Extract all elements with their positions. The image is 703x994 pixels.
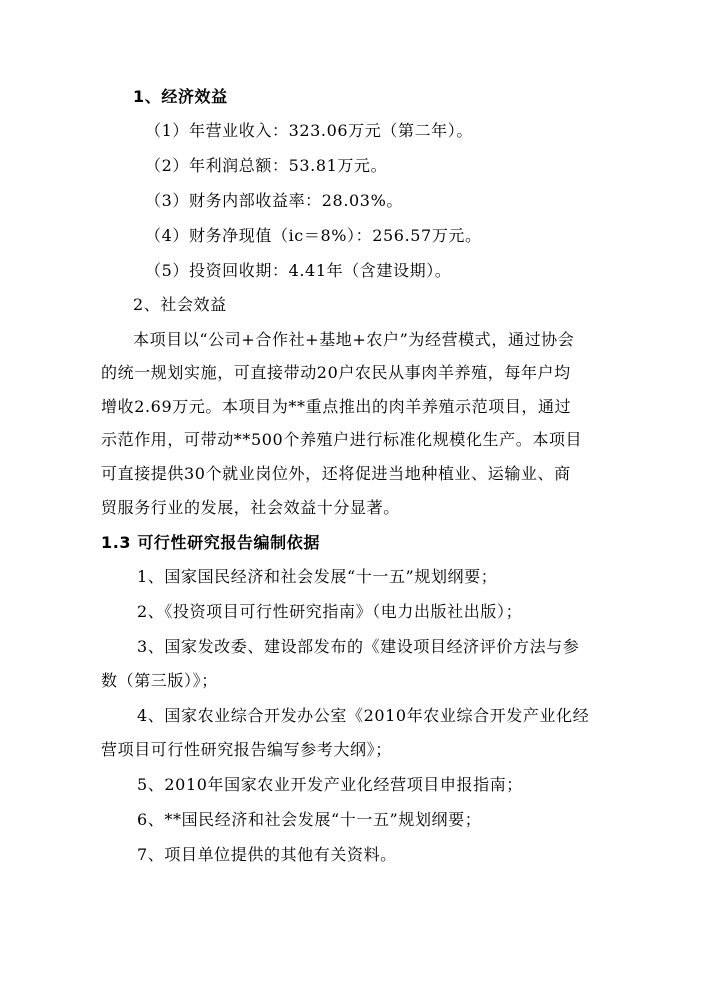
social-paragraph-line: 本项目以“公司+合作社+基地+农户”为经营模式，通过协会 <box>133 330 575 349</box>
basis-item: 1、国家国民经济和社会发展“十一五”规划纲要； <box>137 567 498 586</box>
econ-item-revenue: （1）年营业收入：323.06万元（第二年）。 <box>145 121 473 140</box>
economic-benefit-heading: 1、经济效益 <box>133 87 228 106</box>
social-paragraph-line: 贸服务行业的发展，社会效益十分显著。 <box>101 498 400 517</box>
basis-item: 4、国家农业综合开发办公室《2010年农业综合开发产业化经 <box>137 706 590 725</box>
basis-item: 6、**国民经济和社会发展“十一五”规划纲要； <box>137 810 482 829</box>
econ-item-profit: （2）年利润总额：53.81万元。 <box>145 156 388 175</box>
social-paragraph-line: 可直接提供30个就业岗位外，还将促进当地种植业、运输业、商 <box>101 464 571 483</box>
basis-item-continued: 营项目可行性研究报告编写参考大纲》； <box>101 740 392 759</box>
basis-item-continued: 数（第三版）》； <box>101 671 218 690</box>
basis-item: 7、项目单位提供的其他有关资料。 <box>137 845 397 864</box>
basis-item: 5、2010年国家农业开发产业化经营项目申报指南； <box>137 775 523 794</box>
section-heading-feasibility-basis: 1.3 可行性研究报告编制依据 <box>101 533 320 552</box>
econ-item-irr: （3）财务内部收益率：28.03%。 <box>145 191 403 210</box>
basis-item: 3、国家发改委、建设部发布的《建设项目经济评价方法与参 <box>137 637 580 656</box>
econ-item-npv: （4）财务净现值（ic＝8%）：256.57万元。 <box>145 226 482 245</box>
social-paragraph-line: 增收2.69万元。本项目为**重点推出的肉羊养殖示范项目，通过 <box>101 397 572 416</box>
social-paragraph-line: 的统一规划实施，可直接带动20户农民从事肉羊养殖，每年户均 <box>101 363 571 382</box>
basis-item: 2、《投资项目可行性研究指南》（电力出版社出版）； <box>137 602 523 621</box>
social-paragraph-line: 示范作用，可带动**500个养殖户进行标准化规模化生产。本项目 <box>101 430 583 449</box>
econ-item-payback: （5）投资回收期：4.41年（含建设期）。 <box>145 261 452 280</box>
social-benefit-heading: 2、社会效益 <box>133 295 227 314</box>
